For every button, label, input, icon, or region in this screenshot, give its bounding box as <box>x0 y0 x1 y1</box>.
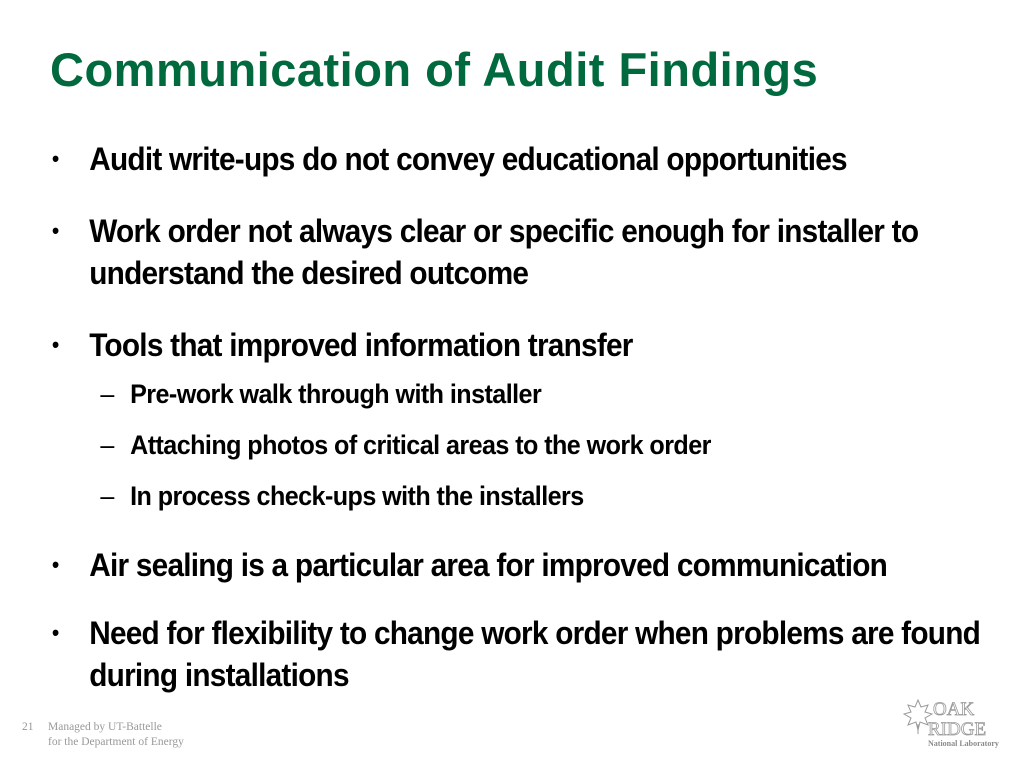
bullet-icon: • <box>52 620 60 645</box>
logo-word-ridge: RIDGE <box>928 719 987 740</box>
bullet-icon: • <box>52 552 60 577</box>
bullet-list <box>52 138 1020 696</box>
bullet-item <box>52 138 1024 180</box>
dash-icon: – <box>100 430 114 460</box>
sub-bullet-item <box>52 427 1024 463</box>
bullet-text: Need for flexibility to change work order when problems are found during installations <box>89 615 981 693</box>
bullet-text: Tools that improved information transfer <box>89 327 633 363</box>
bullet-item <box>52 324 1024 366</box>
sub-bullet-text: Attaching photos of critical areas to the work order <box>130 430 711 460</box>
page-number: 21 <box>22 721 34 733</box>
bullet-icon: • <box>52 146 60 171</box>
bullet-icon: • <box>52 332 60 357</box>
bullet-icon: • <box>52 218 60 243</box>
sub-bullet-text: Pre-work walk through with installer <box>130 379 542 409</box>
logo-subtitle: National Laboratory <box>928 739 999 748</box>
bullet-item <box>52 612 1024 696</box>
bullet-text: Audit write-ups do not convey educational opportunities <box>89 141 847 177</box>
oak-ridge-logo <box>898 694 1002 750</box>
bullet-item <box>52 210 1024 294</box>
sub-bullet-text: In process check-ups with the installers <box>130 481 584 511</box>
footer-line-doe: for the Department of Energy <box>48 736 184 748</box>
dash-icon: – <box>100 481 114 511</box>
sub-bullet-item <box>52 478 1024 514</box>
footer-line-managed: Managed by UT-Battelle <box>48 721 162 733</box>
slide-title: Communication of Audit Findings <box>50 43 819 96</box>
bullet-text: Work order not always clear or specific enough for installer to understand the desired outcome <box>89 213 919 291</box>
bullet-item <box>52 544 1024 586</box>
logo-word-oak: OAK <box>933 699 975 720</box>
bullet-text: Air sealing is a particular area for improved communication <box>89 547 888 583</box>
sub-bullet-item <box>52 376 1024 412</box>
dash-icon: – <box>100 379 114 409</box>
